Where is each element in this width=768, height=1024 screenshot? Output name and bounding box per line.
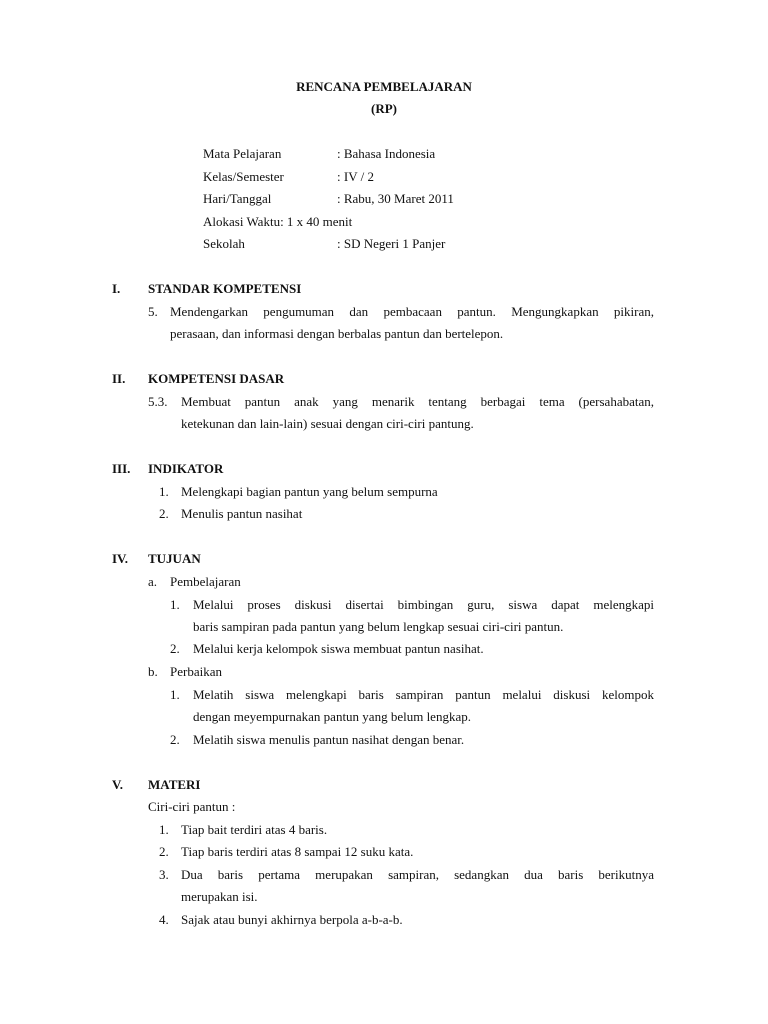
list-item-text: Membuat pantun anak yang menarik tentang berbagai tema (persahabatan, xyxy=(181,394,654,409)
list-item-text: Melatih siswa melengkapi baris sampiran pantun melalui diskusi kelompok xyxy=(193,687,654,702)
list-item-text: Tiap baris terdiri atas 8 sampai 12 suku kata. xyxy=(181,844,414,859)
list-number: 1. xyxy=(159,484,169,499)
info-label-class: Kelas/Semester xyxy=(203,169,284,184)
list-item-text: baris sampiran pada pantun yang belum lengkap sesuai ciri-ciri pantun. xyxy=(193,619,564,634)
section-title: INDIKATOR xyxy=(148,461,224,476)
sublist-title: Pembelajaran xyxy=(170,574,241,589)
list-number: 1. xyxy=(159,822,169,837)
list-item-text: Melalui kerja kelompok siswa membuat pantun nasihat. xyxy=(193,641,484,656)
list-item-text: Dua baris pertama merupakan sampiran, sedangkan dua baris berikutnya xyxy=(181,867,654,882)
list-number: 3. xyxy=(159,867,169,882)
info-label-date: Hari/Tanggal xyxy=(203,191,272,206)
info-value-class: : IV / 2 xyxy=(337,169,374,184)
section-number: I. xyxy=(112,281,121,296)
info-label-subject: Mata Pelajaran xyxy=(203,146,282,161)
section-number: III. xyxy=(112,461,131,476)
sublist-letter: b. xyxy=(148,664,158,679)
list-number: 5.3. xyxy=(148,394,168,409)
list-number: 2. xyxy=(159,506,169,521)
section-title: KOMPETENSI DASAR xyxy=(148,371,285,386)
sublist-title: Perbaikan xyxy=(170,664,222,679)
list-item-text: dengan meyempurnakan pantun yang belum lengkap. xyxy=(193,709,471,724)
list-item-text: Melalui proses diskusi disertai bimbingan guru, siswa dapat melengkapi xyxy=(193,597,654,612)
list-number: 1. xyxy=(170,597,180,612)
section-number: II. xyxy=(112,371,126,386)
list-item-text: Melatih siswa menulis pantun nasihat dengan benar. xyxy=(193,732,465,747)
list-item-text: Mendengarkan pengumuman dan pembacaan pantun. Mengungkapkan pikiran, xyxy=(170,304,654,319)
list-number: 1. xyxy=(170,687,180,702)
materi-intro: Ciri-ciri pantun : xyxy=(148,799,236,814)
section-number: V. xyxy=(112,777,123,792)
list-item-text: Sajak atau bunyi akhirnya berpola a-b-a-b. xyxy=(181,912,403,927)
document-subtitle: (RP) xyxy=(371,101,397,116)
section-number: IV. xyxy=(112,551,129,566)
section-title: STANDAR KOMPETENSI xyxy=(148,281,302,296)
list-item-text: Menulis pantun nasihat xyxy=(181,506,303,521)
list-number: 2. xyxy=(159,844,169,859)
info-label-school: Sekolah xyxy=(203,236,245,251)
info-value-subject: : Bahasa Indonesia xyxy=(337,146,436,161)
list-number: 2. xyxy=(170,641,180,656)
list-item-text: Tiap bait terdiri atas 4 baris. xyxy=(181,822,328,837)
document-title: RENCANA PEMBELAJARAN xyxy=(296,79,472,94)
list-number: 4. xyxy=(159,912,169,927)
list-item-text: ketekunan dan lain-lain) sesuai dengan ciri-ciri pantung. xyxy=(181,416,474,431)
list-number: 2. xyxy=(170,732,180,747)
section-title: MATERI xyxy=(148,777,201,792)
info-label-time: Alokasi Waktu: 1 x 40 menit xyxy=(203,214,353,229)
list-item-text: Melengkapi bagian pantun yang belum sempurna xyxy=(181,484,438,499)
list-number: 5. xyxy=(148,304,158,319)
info-value-school: : SD Negeri 1 Panjer xyxy=(337,236,446,251)
info-value-date: : Rabu, 30 Maret 2011 xyxy=(337,191,454,206)
section-title: TUJUAN xyxy=(148,551,201,566)
list-item-text: merupakan isi. xyxy=(181,889,258,904)
list-item-text: perasaan, dan informasi dengan berbalas pantun dan bertelepon. xyxy=(170,326,504,341)
sublist-letter: a. xyxy=(148,574,158,589)
